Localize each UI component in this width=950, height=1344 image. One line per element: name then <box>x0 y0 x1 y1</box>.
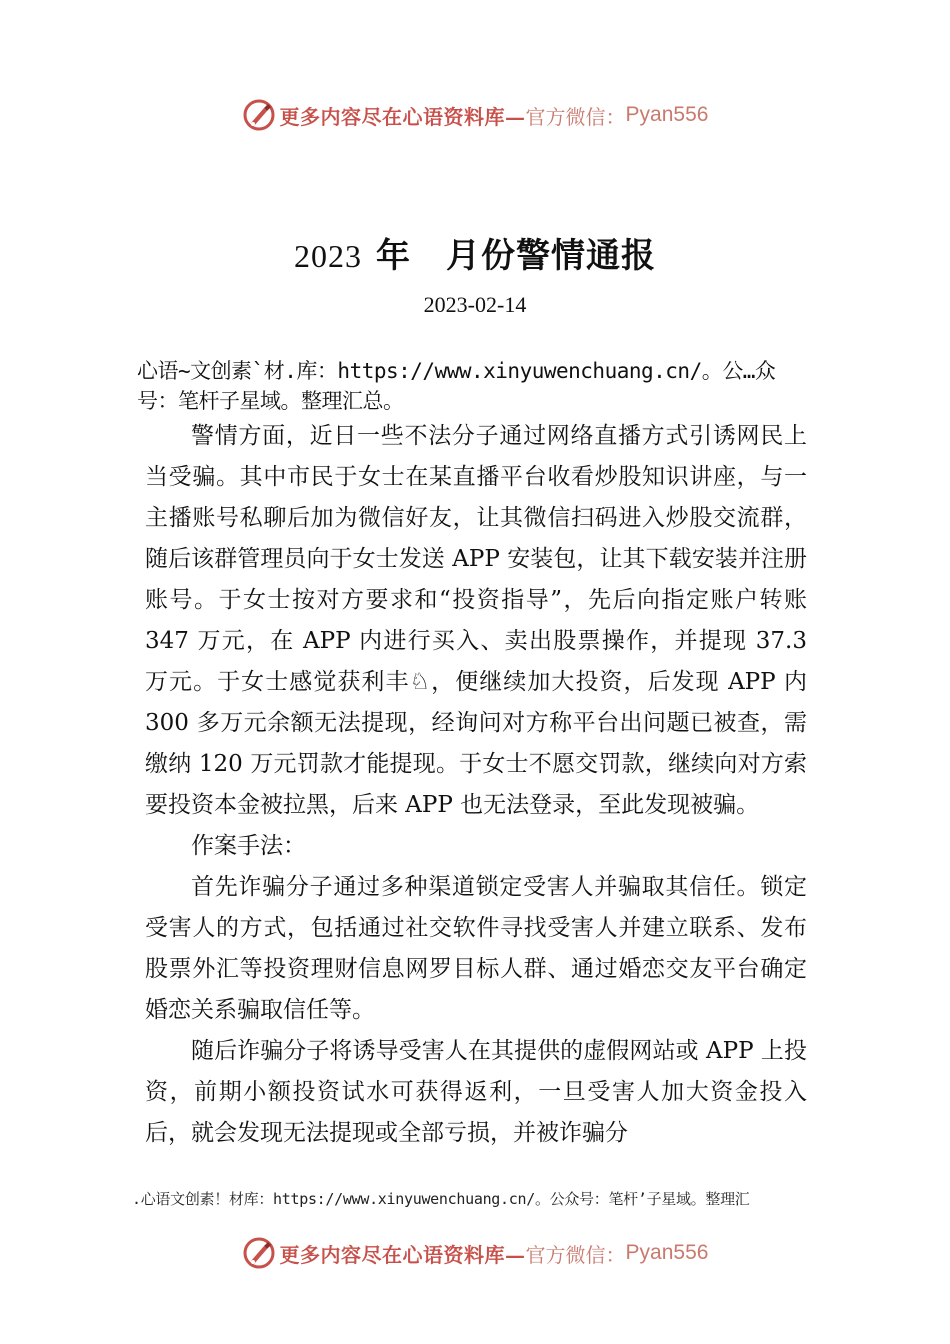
paragraph-incident: 警情方面，近日一些不法分子通过网络直播方式引诱网民上当受骗。其中市民于女士在某直播平台收看炒股知识讲座，与一主播账号私聊后加为微信好友，让其微信扫码进入炒股交流群，随后该群管理员向于女士发送 APP 安装包，让其下载安装并注册账号。于女士按对方要求和“投资指导”，先后向指定账户转账 347 万元，在 APP 内进行买入、卖出股票操作，并提现 37.3 万元。于女士感觉获利丰♘，便继续加大投资，后发现 APP 内 300 多万元余额无法提现，经询问对方称平台出问题已被查，需缴纳 120 万元罚款才能提现。于女士不愿交罚款，继续向对方索要投资本金被拉黑，后来 APP 也无法登录，至此发现被骗。 <box>145 423 807 818</box>
source-line: 心语~文创素`材.库：https://www.xinyuwenchuang.cn/。公…众号：笔杆子星域。整理汇总。 <box>137 359 776 413</box>
header-banner <box>0 95 950 135</box>
footer-banner <box>0 1233 950 1273</box>
pen-logo-icon <box>242 98 276 132</box>
banner-brand-text: 更多内容尽在心语资料库— <box>279 104 526 129</box>
footer-source-line: .心语文创素！材库：https://www.xinyuwenchuang.cn/。公众号：笔杆’子星域。整理汇 <box>132 1190 750 1208</box>
title-year: 2023 <box>294 238 362 274</box>
banner-wechat-handle: Pyan556 <box>625 1241 709 1264</box>
banner-wechat-handle: Pyan556 <box>625 103 709 126</box>
banner-brand-text: 更多内容尽在心语资料库— <box>279 1242 526 1267</box>
paragraph-method-step-1: 首先诈骗分子通过多种渠道锁定受害人并骗取其信任。锁定受害人的方式，包括通过社交软件寻找受害人并建立联系、发布股票外汇等投资理财信息网罗目标人群、通过婚恋交友平台确定婚恋关系骗取信任等。 <box>145 874 807 1023</box>
document-date: 2023-02-14 <box>423 292 527 317</box>
paragraph-method-heading: 作案手法： <box>191 833 306 859</box>
banner-wechat-label: 官方微信： <box>525 104 626 129</box>
document-body <box>137 356 807 1154</box>
banner-wechat-label: 官方微信： <box>525 1242 626 1267</box>
pen-logo-icon <box>242 1236 276 1270</box>
document-title <box>0 228 950 277</box>
paragraph-method-step-2: 随后诈骗分子将诱导受害人在其提供的虚假网站或 APP 上投资，前期小额投资试水可获得返利，一旦受害人加大资金投入后，就会发现无法提现或全部亏损，并被诈骗分 <box>145 1038 807 1146</box>
title-text: 年 月份警情通报 <box>376 236 656 276</box>
